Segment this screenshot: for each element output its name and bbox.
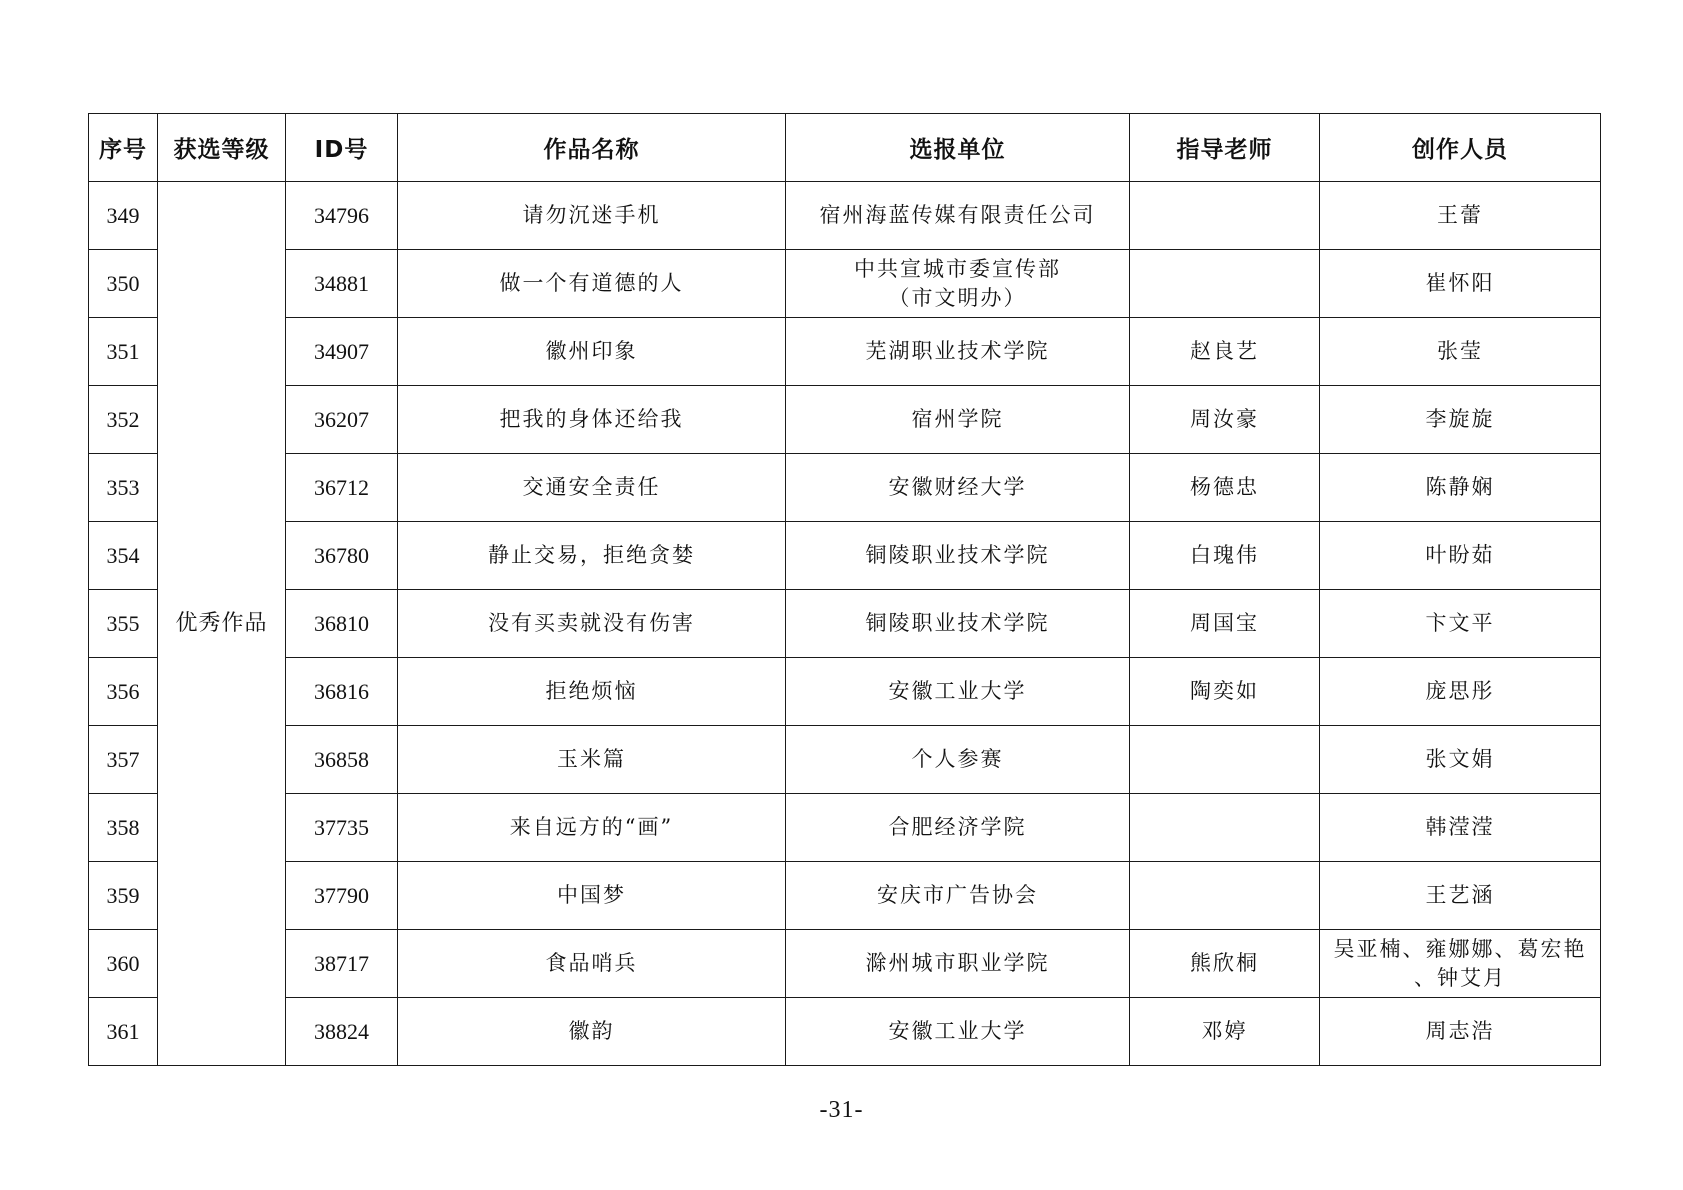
unit-line: 安徽工业大学: [888, 679, 1027, 703]
id-cell: 36712: [286, 454, 398, 522]
creators-cell: [1320, 250, 1601, 318]
unit-line: 安徽工业大学: [888, 1019, 1027, 1043]
teacher-cell: [1130, 726, 1320, 794]
table-row: [89, 182, 1601, 250]
title-cell: 中国梦: [398, 862, 786, 930]
title-cell: 静止交易，拒绝贪婪: [398, 522, 786, 590]
seq-cell: 353: [89, 454, 158, 522]
unit-cell: [786, 182, 1130, 250]
id-cell: 38717: [286, 930, 398, 998]
id-cell: 36810: [286, 590, 398, 658]
table-row: [89, 998, 1601, 1066]
creators-line: 庞思彤: [1425, 679, 1495, 703]
unit-line: （市文明办）: [888, 285, 1027, 310]
id-cell: 36858: [286, 726, 398, 794]
title-cell: 把我的身体还给我: [398, 386, 786, 454]
teacher-cell: [1130, 862, 1320, 930]
creators-cell: [1320, 454, 1601, 522]
teacher-cell: 邓婷: [1130, 998, 1320, 1066]
creators-line: 张文娟: [1425, 747, 1495, 771]
table-row: [89, 386, 1601, 454]
level-cell: 优秀作品: [158, 182, 286, 1066]
creators-line: 吴亚楠、雍娜娜、葛宏艳: [1333, 936, 1587, 961]
teacher-cell: [1130, 794, 1320, 862]
creators-cell: [1320, 998, 1601, 1066]
unit-line: 铜陵职业技术学院: [865, 543, 1050, 567]
unit-line: 滁州城市职业学院: [865, 951, 1050, 975]
creators-line: 王艺涵: [1425, 883, 1495, 907]
header-level: 获选等级: [158, 114, 286, 182]
teacher-cell: 熊欣桐: [1130, 930, 1320, 998]
teacher-cell: 赵良艺: [1130, 318, 1320, 386]
id-cell: 37735: [286, 794, 398, 862]
creators-line: 张莹: [1437, 339, 1483, 363]
title-cell: 来自远方的“画”: [398, 794, 786, 862]
seq-cell: 354: [89, 522, 158, 590]
creators-line: 崔怀阳: [1425, 271, 1495, 295]
creators-line: 叶盼茹: [1425, 543, 1495, 567]
creators-line: 周志浩: [1425, 1019, 1495, 1043]
seq-cell: 352: [89, 386, 158, 454]
unit-line: 安庆市广告协会: [877, 883, 1038, 907]
unit-line: 芜湖职业技术学院: [865, 339, 1050, 363]
teacher-cell: 周国宝: [1130, 590, 1320, 658]
table-row: [89, 658, 1601, 726]
title-cell: 徽州印象: [398, 318, 786, 386]
creators-cell: [1320, 930, 1601, 998]
seq-cell: 357: [89, 726, 158, 794]
table-row: [89, 522, 1601, 590]
unit-line: 合肥经济学院: [888, 815, 1027, 839]
id-cell: 34907: [286, 318, 398, 386]
teacher-cell: [1130, 182, 1320, 250]
creators-cell: [1320, 182, 1601, 250]
seq-cell: 356: [89, 658, 158, 726]
unit-cell: [786, 454, 1130, 522]
table-row: [89, 930, 1601, 998]
id-cell: 37790: [286, 862, 398, 930]
title-cell: 徽韵: [398, 998, 786, 1066]
unit-cell: [786, 318, 1130, 386]
id-cell: 34796: [286, 182, 398, 250]
title-cell: 做一个有道德的人: [398, 250, 786, 318]
unit-line: 安徽财经大学: [888, 475, 1027, 499]
table-row: [89, 250, 1601, 318]
unit-line: 宿州海蓝传媒有限责任公司: [819, 203, 1096, 227]
creators-cell: [1320, 862, 1601, 930]
unit-cell: [786, 862, 1130, 930]
unit-line: 个人参赛: [911, 747, 1004, 771]
title-cell: 没有买卖就没有伤害: [398, 590, 786, 658]
table-body: [89, 182, 1601, 1066]
table-row: [89, 454, 1601, 522]
title-cell: 交通安全责任: [398, 454, 786, 522]
seq-cell: 358: [89, 794, 158, 862]
creators-cell: [1320, 318, 1601, 386]
table-row: [89, 726, 1601, 794]
unit-cell: [786, 658, 1130, 726]
seq-cell: 355: [89, 590, 158, 658]
teacher-cell: [1130, 250, 1320, 318]
table-row: [89, 590, 1601, 658]
unit-cell: [786, 998, 1130, 1066]
unit-cell: [786, 726, 1130, 794]
table-row: [89, 318, 1601, 386]
creators-line: 李旋旋: [1425, 407, 1495, 431]
id-cell: 34881: [286, 250, 398, 318]
teacher-cell: 周汝豪: [1130, 386, 1320, 454]
creators-cell: [1320, 726, 1601, 794]
id-cell: 36816: [286, 658, 398, 726]
id-cell: 38824: [286, 998, 398, 1066]
seq-cell: 350: [89, 250, 158, 318]
creators-line: 卞文平: [1425, 611, 1495, 635]
header-seq: 序号: [89, 114, 158, 182]
table-row: [89, 862, 1601, 930]
title-cell: 食品哨兵: [398, 930, 786, 998]
unit-cell: [786, 522, 1130, 590]
creators-cell: [1320, 658, 1601, 726]
teacher-cell: 白瑰伟: [1130, 522, 1320, 590]
seq-cell: 351: [89, 318, 158, 386]
teacher-cell: 杨德忠: [1130, 454, 1320, 522]
creators-cell: [1320, 590, 1601, 658]
creators-line: 王蕾: [1437, 203, 1483, 227]
unit-cell: [786, 250, 1130, 318]
page-number: -31-: [819, 1097, 864, 1123]
seq-cell: 359: [89, 862, 158, 930]
table-row: [89, 794, 1601, 862]
teacher-cell: 陶奕如: [1130, 658, 1320, 726]
header-unit: 选报单位: [786, 114, 1130, 182]
header-title: 作品名称: [398, 114, 786, 182]
header-creators: 创作人员: [1320, 114, 1601, 182]
unit-line: 铜陵职业技术学院: [865, 611, 1050, 635]
creators-line: 陈静娴: [1425, 475, 1495, 499]
header-row: [89, 114, 1601, 182]
unit-line: 宿州学院: [911, 407, 1004, 431]
unit-cell: [786, 590, 1130, 658]
header-id: ID号: [286, 114, 398, 182]
title-cell: 玉米篇: [398, 726, 786, 794]
unit-cell: [786, 386, 1130, 454]
award-table: [88, 113, 1601, 1066]
id-cell: 36207: [286, 386, 398, 454]
title-cell: 拒绝烦恼: [398, 658, 786, 726]
creators-cell: [1320, 794, 1601, 862]
unit-cell: [786, 930, 1130, 998]
unit-cell: [786, 794, 1130, 862]
header-teacher: 指导老师: [1130, 114, 1320, 182]
creators-cell: [1320, 386, 1601, 454]
title-cell: 请勿沉迷手机: [398, 182, 786, 250]
seq-cell: 361: [89, 998, 158, 1066]
creators-line: 、钟艾月: [1414, 965, 1506, 990]
creators-cell: [1320, 522, 1601, 590]
unit-line: 中共宣城市委宣传部: [854, 256, 1061, 281]
id-cell: 36780: [286, 522, 398, 590]
creators-line: 韩滢滢: [1425, 815, 1495, 839]
seq-cell: 349: [89, 182, 158, 250]
seq-cell: 360: [89, 930, 158, 998]
